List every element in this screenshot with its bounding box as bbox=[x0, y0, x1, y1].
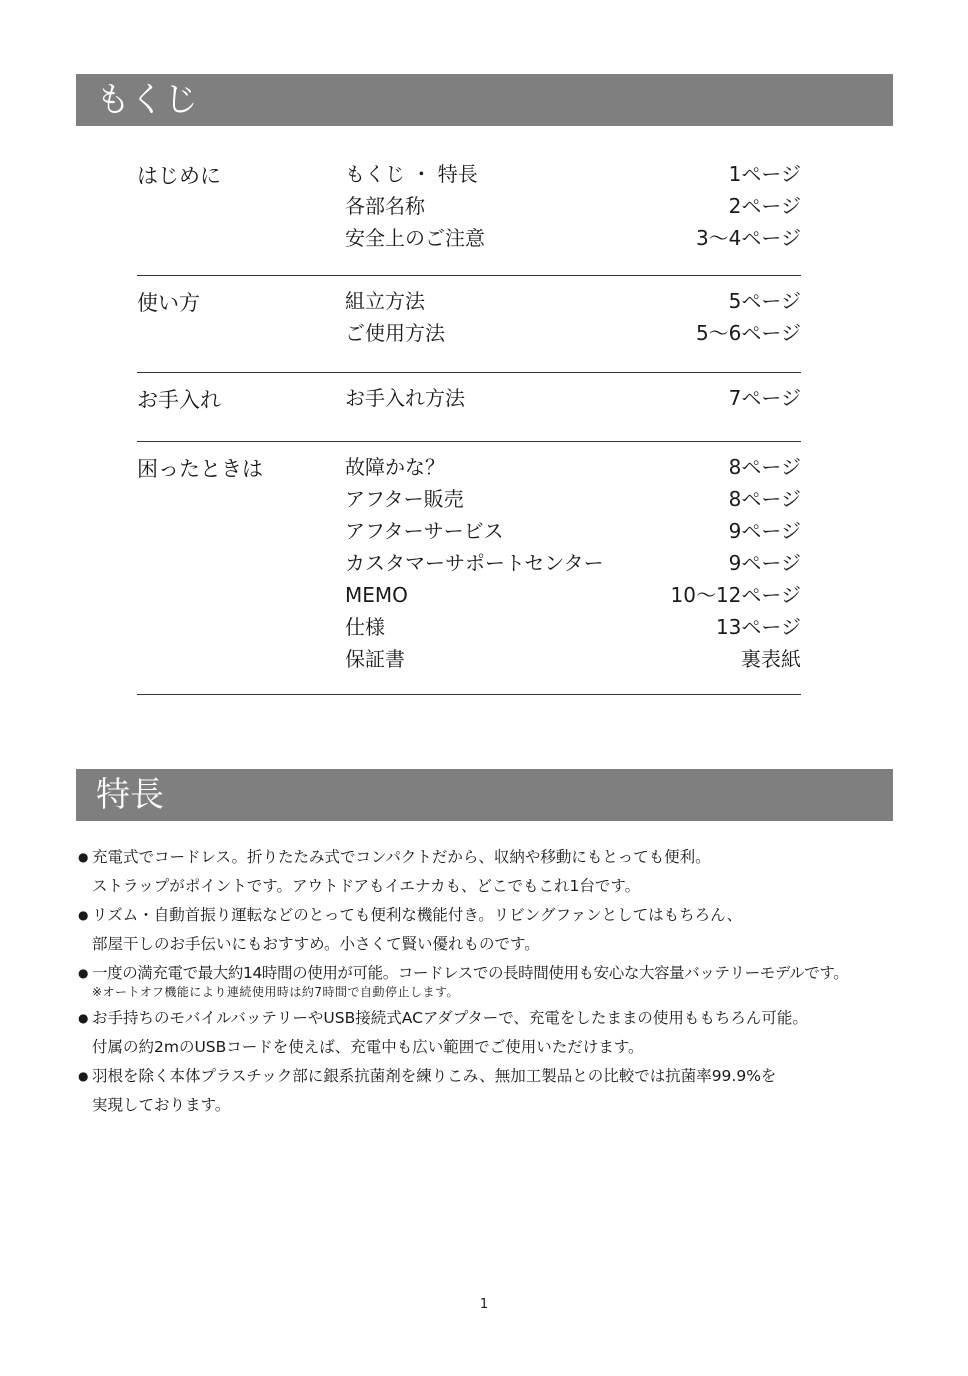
feature-text: 充電式でコードレス。折りたたみ式でコンパクトだから、収納や移動にもとっても便利。 bbox=[92, 848, 711, 866]
toc-item-label: 保証書 bbox=[345, 647, 405, 671]
toc-item-label: 組立方法 bbox=[345, 289, 425, 313]
toc-item-label: アフターサービス bbox=[345, 519, 504, 543]
toc-item-page: 8ページ bbox=[728, 487, 801, 511]
toc-item-label: お手入れ方法 bbox=[345, 386, 465, 410]
toc-row[interactable] bbox=[137, 222, 801, 254]
toc-section-usage bbox=[137, 276, 801, 373]
toc-item-label: 仕様 bbox=[345, 615, 385, 639]
toc-row[interactable] bbox=[137, 190, 801, 222]
toc-row[interactable] bbox=[137, 547, 801, 579]
toc-row[interactable] bbox=[137, 579, 801, 611]
toc-item-page: 5〜6ページ bbox=[695, 321, 801, 345]
toc-item-label: 安全上のご注意 bbox=[345, 226, 485, 250]
toc-item-page: 8ページ bbox=[728, 455, 801, 479]
toc-item-label: カスタマーサポートセンター bbox=[345, 551, 604, 575]
toc-item-page: 1ページ bbox=[728, 162, 801, 186]
toc-row[interactable] bbox=[137, 515, 801, 547]
toc-item-label: もくじ ・ 特長 bbox=[345, 162, 478, 186]
feature-text: リズム・自動首振り運転などのとっても便利な機能付き。リビングファンとしてはもちろん、 bbox=[92, 906, 743, 924]
toc-item-page: 3〜4ページ bbox=[695, 226, 801, 250]
toc-item-page: 13ページ bbox=[715, 615, 801, 639]
toc-category: 使い方 bbox=[137, 291, 200, 315]
toc-title: もくじ bbox=[96, 80, 198, 120]
feature-text: 実現しております。 bbox=[92, 1096, 231, 1114]
toc-item-page: 7ページ bbox=[728, 386, 801, 410]
feature-text: 部屋干しのお手伝いにもおすすめ。小さくて賢い優れものです。 bbox=[92, 935, 540, 953]
feature-item bbox=[78, 959, 888, 1000]
feature-item bbox=[78, 1004, 888, 1062]
feature-item bbox=[78, 843, 888, 901]
toc-item-label: アフター販売 bbox=[345, 487, 464, 511]
toc-item-page: 2ページ bbox=[728, 194, 801, 218]
toc-item-page: 10〜12ページ bbox=[670, 583, 801, 607]
toc-item-label: 各部名称 bbox=[345, 194, 425, 218]
feature-text: 付属の約2mのUSBコードを使えば、充電中も広い範囲でご使用いただけます。 bbox=[92, 1038, 644, 1056]
features-list bbox=[78, 843, 888, 1120]
toc-row[interactable] bbox=[137, 158, 801, 190]
page-number: 1 bbox=[479, 1297, 489, 1312]
toc-item-page: 5ページ bbox=[728, 289, 801, 313]
toc-item-page: 9ページ bbox=[728, 551, 801, 575]
toc-row[interactable] bbox=[137, 611, 801, 643]
bullet-icon: ● bbox=[78, 850, 89, 864]
features-title: 特長 bbox=[96, 775, 164, 815]
bullet-icon: ● bbox=[78, 908, 89, 922]
feature-note: ※オートオフ機能により連続使用時は約7時間で自動停止します。 bbox=[92, 985, 460, 999]
feature-text: ストラップがポイントです。アウトドアもイエナカも、どこでもこれ1台です。 bbox=[92, 877, 641, 895]
toc-row[interactable] bbox=[137, 451, 801, 483]
toc-row[interactable] bbox=[137, 317, 801, 349]
toc-section-troubleshooting bbox=[137, 442, 801, 695]
feature-item bbox=[78, 901, 888, 959]
feature-text: 羽根を除く本体プラスチック部に銀系抗菌剤を練りこみ、無加工製品との比較では抗菌率99.9%を bbox=[92, 1067, 777, 1085]
toc-row[interactable] bbox=[137, 483, 801, 515]
toc-item-page: 9ページ bbox=[728, 519, 801, 543]
toc-row[interactable] bbox=[137, 285, 801, 317]
toc-title-band bbox=[76, 74, 893, 126]
toc-section-care bbox=[137, 373, 801, 442]
feature-item bbox=[78, 1062, 888, 1120]
feature-text: お手持ちのモバイルバッテリーやUSB接続式ACアダプターで、充電をしたままの使用ももちろん可能。 bbox=[92, 1009, 808, 1027]
toc-row[interactable] bbox=[137, 643, 801, 675]
toc-item-label: ご使用方法 bbox=[345, 321, 445, 345]
features-title-band bbox=[76, 769, 893, 821]
toc-row[interactable] bbox=[137, 382, 801, 414]
table-of-contents bbox=[137, 158, 801, 695]
toc-category: はじめに bbox=[137, 164, 221, 188]
toc-section-intro bbox=[137, 158, 801, 276]
toc-item-label: 故障かな？ bbox=[345, 455, 445, 479]
toc-category: お手入れ bbox=[137, 388, 221, 412]
toc-category: 困ったときは bbox=[137, 457, 263, 481]
toc-item-page: 裏表紙 bbox=[741, 647, 801, 671]
bullet-icon: ● bbox=[78, 966, 89, 980]
toc-item-label: MEMO bbox=[345, 583, 408, 607]
bullet-icon: ● bbox=[78, 1069, 89, 1083]
feature-text: 一度の満充電で最大約14時間の使用が可能。コードレスでの長時間使用も安心な大容量バッテリーモデルです。 bbox=[92, 964, 849, 982]
bullet-icon: ● bbox=[78, 1011, 89, 1025]
